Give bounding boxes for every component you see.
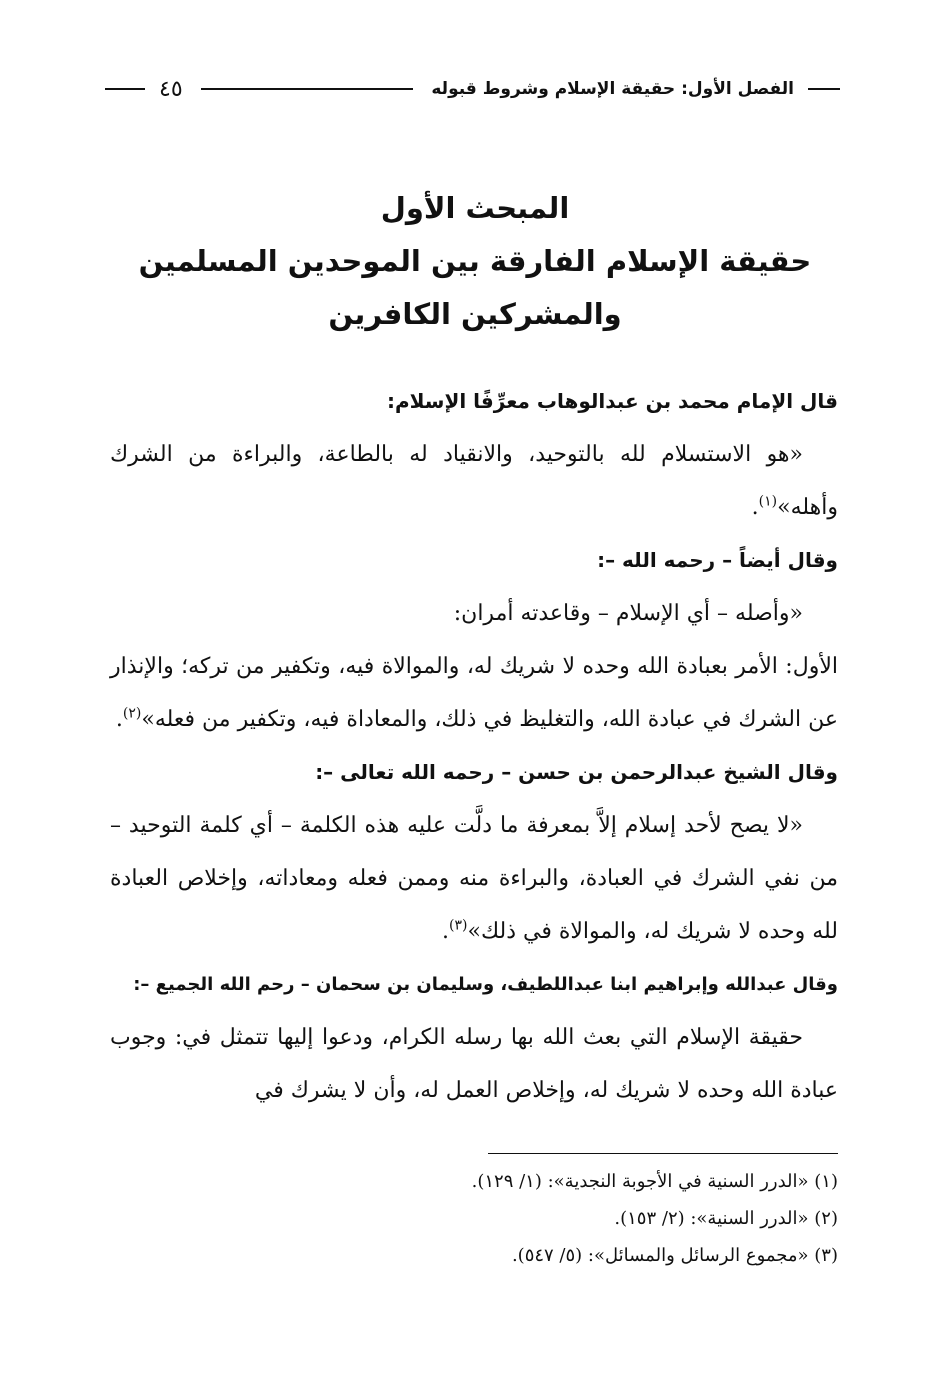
footnote-ref: (٣) bbox=[449, 917, 468, 934]
footnote-item: (٣) «مجموع الرسائل والمسائل»: (٥/ ٥٤٧). bbox=[511, 1245, 838, 1266]
heading-line-2: حقيقة الإسلام الفارقة بين الموحدين المسلمين bbox=[138, 244, 812, 278]
footnote-ref: (١) bbox=[758, 493, 778, 510]
body-text bbox=[110, 375, 838, 1117]
header-dash bbox=[808, 88, 840, 90]
page-number: ٤٥ bbox=[159, 76, 183, 102]
footnote-item: (٢) «الدرر السنية»: (٢/ ١٥٣). bbox=[614, 1208, 838, 1229]
footnote-item: (١) «الدرر السنية في الأجوبة النجدية»: (١/ ١٢٩). bbox=[471, 1171, 838, 1192]
paragraph-intro: قال الإمام محمد بن عبدالوهاب معرِّفًا الإسلام: bbox=[386, 389, 838, 413]
paragraph-intro: وقال الشيخ عبدالرحمن بن حسن – رحمه الله تعالى –: bbox=[315, 760, 838, 784]
paragraph-intro: وقال أيضاً – رحمه الله –: bbox=[597, 548, 838, 572]
section-heading bbox=[110, 182, 840, 341]
paragraph-quote: «وأصله – أي الإسلام – وقاعدته أمران: bbox=[453, 601, 803, 626]
paragraph-body: حقيقة الإسلام التي بعث الله بها رسله الكرام، ودعوا إليها تتمثل في: وجوب عبادة الله وحده لا شريك له، وإخلاص العمل له، وأن لا يشرك في bbox=[110, 1025, 838, 1103]
heading-line-1: المبحث الأول bbox=[380, 191, 570, 225]
running-header bbox=[105, 72, 840, 106]
header-dash bbox=[105, 88, 145, 90]
paragraph-quote: «لا يصح لأحد إسلام إلاَّ بمعرفة ما دلَّت عليه هذه الكلمة – أي كلمة التوحيد – من نفي الشرك في العبادة، والبراءة منه وممن فعله ومعاداته، وإخلاص العبادة لله وحده لا شريك له، والموالاة في ذلك»$^{(٣)}$. bbox=[110, 813, 838, 944]
heading-line-3: والمشركين الكافرين bbox=[328, 297, 622, 331]
paragraph-quote: «هو الاستسلام لله بالتوحيد، والانقياد له بالطاعة، والبراءة من الشرك وأهله»$^{(١)}$. bbox=[110, 442, 838, 520]
paragraph-intro: وقال عبدالله وإبراهيم ابنا عبداللطيف، وسليمان بن سحمان – رحم الله الجميع –: bbox=[133, 974, 838, 995]
footnote-ref: (٢) bbox=[122, 705, 142, 722]
chapter-title: الفصل الأول: حقيقة الإسلام وشروط قبوله bbox=[431, 79, 794, 99]
footnotes bbox=[110, 1163, 838, 1274]
header-rule bbox=[201, 88, 414, 90]
paragraph-quote: الأول: الأمر بعبادة الله وحده لا شريك له، والموالاة فيه، وتكفير من تركه؛ والإنذار عن الشرك في عبادة الله، والتغليظ في ذلك، والمعاداة فيه، وتكفير من فعله»$^{(٢)}$. bbox=[110, 654, 838, 732]
footnote-separator bbox=[488, 1153, 838, 1154]
